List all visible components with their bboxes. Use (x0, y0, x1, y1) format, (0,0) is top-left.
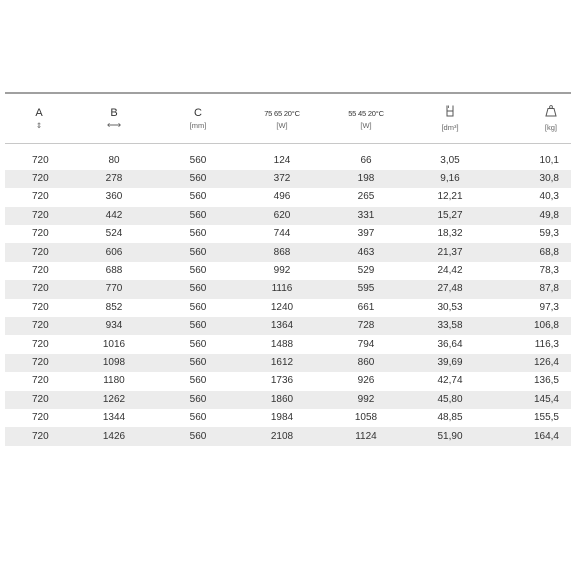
cell-output-55-45: 463 (324, 243, 408, 261)
cell-water-volume: 9,16 (408, 170, 492, 188)
cell-output-55-45: 661 (324, 299, 408, 317)
cell-output-55-45: 992 (324, 391, 408, 409)
header-unit-75-65: [W] (276, 120, 288, 130)
cell-weight: 116,3 (492, 335, 571, 353)
cell-water-volume: 24,42 (408, 262, 492, 280)
cell-height-a: 720 (5, 299, 72, 317)
cell-width-b: 80 (72, 152, 156, 170)
header-label-75-65: 75 65 20°C (264, 108, 300, 118)
cell-output-55-45: 397 (324, 225, 408, 243)
table-row (5, 170, 571, 188)
cell-width-b: 606 (72, 243, 156, 261)
table-row (5, 280, 571, 298)
table-row (5, 225, 571, 243)
cell-output-75-65: 620 (240, 207, 324, 225)
cell-width-b: 934 (72, 317, 156, 335)
cell-height-a: 720 (5, 207, 72, 225)
cell-height-a: 720 (5, 152, 72, 170)
cell-weight: 126,4 (492, 354, 571, 372)
table-row (5, 299, 571, 317)
cell-height-a: 720 (5, 225, 72, 243)
cell-water-volume: 33,58 (408, 317, 492, 335)
cell-weight: 78,3 (492, 262, 571, 280)
cell-spacing-c: 560 (156, 280, 240, 298)
cell-output-55-45: 595 (324, 280, 408, 298)
table-row (5, 335, 571, 353)
header-row (5, 93, 571, 144)
cell-water-volume: 42,74 (408, 372, 492, 390)
cell-height-a: 720 (5, 243, 72, 261)
cell-water-volume: 15,27 (408, 207, 492, 225)
cell-weight: 136,5 (492, 372, 571, 390)
cell-height-a: 720 (5, 409, 72, 427)
header-spacer-row (5, 144, 571, 152)
header-height-a (5, 93, 72, 144)
cell-output-75-65: 2108 (240, 427, 324, 445)
cell-spacing-c: 560 (156, 170, 240, 188)
cell-output-75-65: 1736 (240, 372, 324, 390)
cell-weight: 59,3 (492, 225, 571, 243)
height-arrows-icon: ⇕ (35, 120, 43, 130)
cell-height-a: 720 (5, 391, 72, 409)
cell-weight: 145,4 (492, 391, 571, 409)
cell-water-volume: 21,37 (408, 243, 492, 261)
header-unit-volume: [dm³] (441, 123, 459, 133)
cell-width-b: 278 (72, 170, 156, 188)
table-row (5, 427, 571, 445)
header-output-75-65 (240, 93, 324, 144)
cell-water-volume: 12,21 (408, 188, 492, 206)
cell-spacing-c: 560 (156, 207, 240, 225)
table-row (5, 152, 571, 170)
cell-height-a: 720 (5, 170, 72, 188)
cell-water-volume: 45,80 (408, 391, 492, 409)
table-row (5, 409, 571, 427)
cell-output-75-65: 868 (240, 243, 324, 261)
cell-width-b: 1016 (72, 335, 156, 353)
cell-output-75-65: 1240 (240, 299, 324, 317)
header-output-55-45 (324, 93, 408, 144)
cell-output-75-65: 1116 (240, 280, 324, 298)
cell-spacing-c: 560 (156, 225, 240, 243)
cell-water-volume: 27,48 (408, 280, 492, 298)
cell-spacing-c: 560 (156, 372, 240, 390)
cell-spacing-c: 560 (156, 317, 240, 335)
cell-spacing-c: 560 (156, 299, 240, 317)
cell-weight: 87,8 (492, 280, 571, 298)
cell-weight: 49,8 (492, 207, 571, 225)
cell-width-b: 770 (72, 280, 156, 298)
cell-output-75-65: 496 (240, 188, 324, 206)
cell-output-55-45: 265 (324, 188, 408, 206)
cell-water-volume: 36,64 (408, 335, 492, 353)
cell-output-55-45: 860 (324, 354, 408, 372)
cell-output-55-45: 1124 (324, 427, 408, 445)
cell-width-b: 1426 (72, 427, 156, 445)
header-unit-weight: [kg] (544, 123, 557, 133)
header-label-b: B (110, 106, 118, 119)
cell-water-volume: 30,53 (408, 299, 492, 317)
header-weight (492, 93, 571, 144)
cell-height-a: 720 (5, 372, 72, 390)
table-row (5, 207, 571, 225)
cell-output-75-65: 992 (240, 262, 324, 280)
table-header (5, 93, 571, 144)
cell-width-b: 1098 (72, 354, 156, 372)
cell-output-55-45: 1058 (324, 409, 408, 427)
cell-output-75-65: 1984 (240, 409, 324, 427)
cell-water-volume: 18,32 (408, 225, 492, 243)
header-label-a: A (35, 106, 43, 119)
cell-width-b: 852 (72, 299, 156, 317)
cell-output-75-65: 744 (240, 225, 324, 243)
cell-width-b: 1180 (72, 372, 156, 390)
table-row (5, 391, 571, 409)
table-row (5, 372, 571, 390)
table-row (5, 243, 571, 261)
cell-weight: 155,5 (492, 409, 571, 427)
cell-height-a: 720 (5, 262, 72, 280)
cell-spacing-c: 560 (156, 427, 240, 445)
cell-water-volume: 51,90 (408, 427, 492, 445)
radiator-spec-table (5, 92, 571, 446)
cell-weight: 164,4 (492, 427, 571, 445)
header-spacing-c (156, 93, 240, 144)
cell-output-75-65: 1488 (240, 335, 324, 353)
cell-spacing-c: 560 (156, 188, 240, 206)
cell-width-b: 1262 (72, 391, 156, 409)
cell-height-a: 720 (5, 188, 72, 206)
header-label-55-45: 55 45 20°C (348, 108, 384, 118)
cell-water-volume: 3,05 (408, 152, 492, 170)
cell-water-volume: 48,85 (408, 409, 492, 427)
cell-output-55-45: 926 (324, 372, 408, 390)
cell-weight: 10,1 (492, 152, 571, 170)
header-width-b (72, 93, 156, 144)
cell-weight: 68,8 (492, 243, 571, 261)
cell-height-a: 720 (5, 354, 72, 372)
cell-width-b: 688 (72, 262, 156, 280)
cell-height-a: 720 (5, 280, 72, 298)
cell-width-b: 360 (72, 188, 156, 206)
cell-output-75-65: 124 (240, 152, 324, 170)
cell-output-55-45: 331 (324, 207, 408, 225)
weight-icon (545, 104, 557, 122)
cell-output-55-45: 198 (324, 170, 408, 188)
cell-output-55-45: 728 (324, 317, 408, 335)
cell-spacing-c: 560 (156, 243, 240, 261)
header-unit-55-45: [W] (360, 120, 372, 130)
cell-output-75-65: 1860 (240, 391, 324, 409)
cell-output-75-65: 1612 (240, 354, 324, 372)
water-volume-icon (445, 104, 455, 122)
cell-water-volume: 39,69 (408, 354, 492, 372)
cell-spacing-c: 560 (156, 409, 240, 427)
cell-output-55-45: 66 (324, 152, 408, 170)
cell-weight: 40,3 (492, 188, 571, 206)
cell-weight: 30,8 (492, 170, 571, 188)
header-label-c: C (194, 106, 202, 119)
cell-output-55-45: 529 (324, 262, 408, 280)
table-row (5, 262, 571, 280)
cell-height-a: 720 (5, 427, 72, 445)
cell-spacing-c: 560 (156, 391, 240, 409)
header-water-volume (408, 93, 492, 144)
table-row (5, 188, 571, 206)
width-arrows-icon: ⟷ (106, 119, 122, 131)
cell-weight: 106,8 (492, 317, 571, 335)
header-unit-c: [mm] (189, 120, 207, 130)
cell-spacing-c: 560 (156, 262, 240, 280)
cell-weight: 97,3 (492, 299, 571, 317)
table-row (5, 354, 571, 372)
cell-width-b: 524 (72, 225, 156, 243)
cell-width-b: 1344 (72, 409, 156, 427)
cell-output-75-65: 1364 (240, 317, 324, 335)
cell-height-a: 720 (5, 317, 72, 335)
cell-output-75-65: 372 (240, 170, 324, 188)
cell-width-b: 442 (72, 207, 156, 225)
table-body (5, 144, 571, 446)
cell-height-a: 720 (5, 335, 72, 353)
spacer-cell (5, 144, 571, 152)
cell-output-55-45: 794 (324, 335, 408, 353)
cell-spacing-c: 560 (156, 354, 240, 372)
table-row (5, 317, 571, 335)
cell-spacing-c: 560 (156, 152, 240, 170)
cell-spacing-c: 560 (156, 335, 240, 353)
